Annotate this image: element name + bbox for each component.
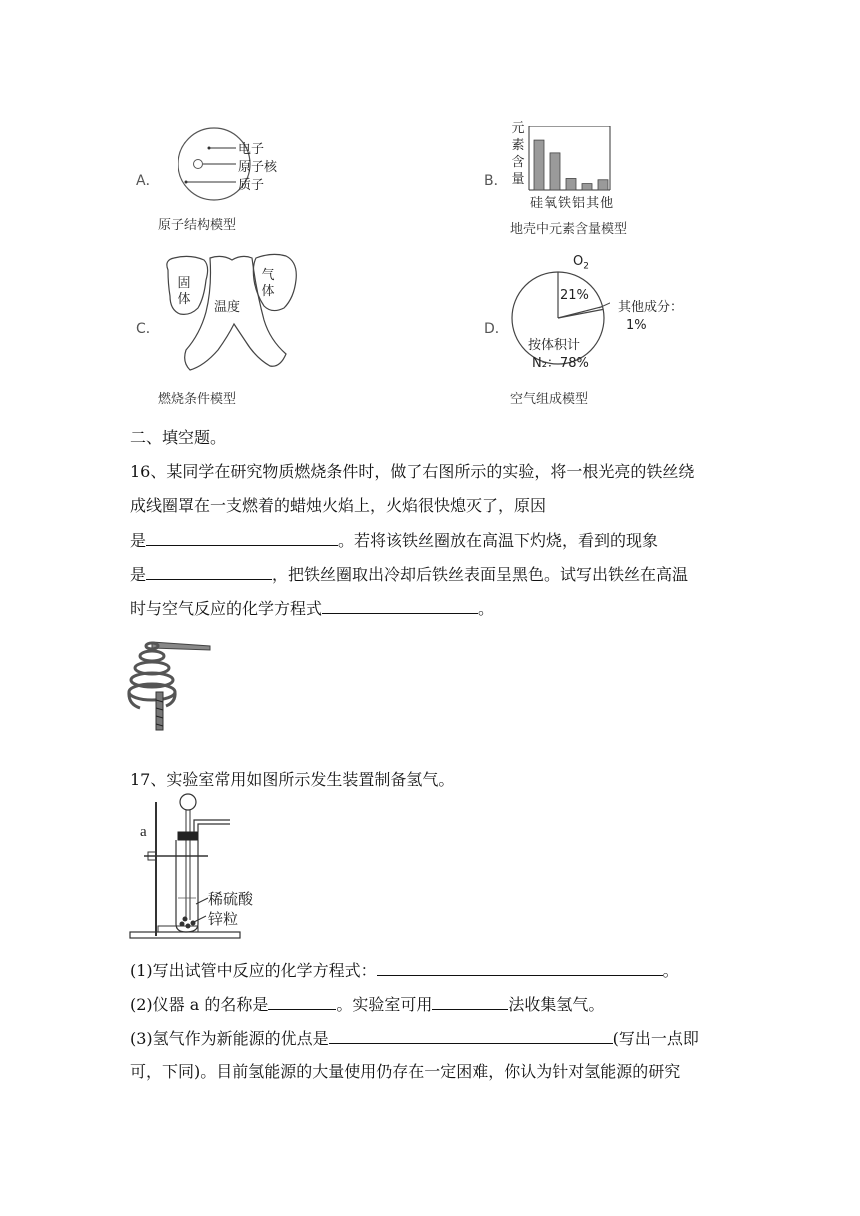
q16-line4: 是 ，把铁丝圈取出冷却后铁丝表面呈黑色。试写出铁丝在高温 — [130, 565, 689, 584]
label-gas: 气 体 — [261, 268, 275, 299]
label-dilute-sulfuric-acid: 稀硫酸 — [208, 890, 254, 908]
q16-line5: 时与空气反应的化学方程式 。 — [130, 599, 495, 618]
bar-fe — [566, 178, 576, 190]
stopper — [178, 832, 198, 840]
element-bar-chart — [528, 126, 612, 192]
q17-title: 17、实验室常用如图所示发生装置制备氢气。 — [130, 770, 455, 789]
q17-part1: (1)写出试管中反应的化学方程式： 。 — [130, 961, 679, 980]
label-solid: 固 体 — [177, 276, 191, 307]
bar-other — [598, 180, 608, 190]
figure-d — [480, 252, 700, 412]
figure-d-caption: 空气组成模型 — [510, 392, 589, 407]
figure-a-caption: 原子结构模型 — [158, 218, 237, 233]
hydrogen-apparatus — [128, 792, 288, 944]
q16-blank-reason[interactable] — [146, 530, 338, 546]
option-d-label: D． — [484, 321, 509, 337]
q16-blank-equation[interactable] — [322, 598, 478, 614]
atom-label-proton: 质子 — [238, 178, 265, 193]
bar-si — [534, 140, 544, 190]
n2-label: N₂：78% — [532, 356, 589, 371]
bar-al — [582, 184, 592, 190]
option-a-label: A． — [136, 173, 160, 189]
pie-boundary-other — [558, 309, 603, 318]
bar-label-fe: 铁 — [558, 196, 573, 211]
q17-part3: (3)氢气作为新能源的优点是 (写出一点即 — [130, 1029, 699, 1048]
bar-label-o: 氧 — [544, 196, 559, 211]
q16-blank-phenomenon[interactable] — [146, 564, 272, 580]
chart-x-labels — [530, 192, 614, 211]
q16-line3: 是 。若将该铁丝圈放在高温下灼烧，看到的现象 — [130, 531, 659, 550]
atom-label-electron: 电子 — [238, 142, 265, 157]
o2-label: $O_2$ — [573, 254, 589, 272]
bar-label-al: 铝 — [572, 196, 587, 211]
pie-center-label: 按体积计 — [528, 338, 581, 353]
bar-label-si: 硅 — [530, 196, 545, 211]
atom-label-nucleus: 原子核 — [238, 160, 278, 175]
q17-part3-line2: 可，下同)。目前氢能源的大量使用仍存在一定困难，你认为针对氢能源的研究 — [130, 1062, 681, 1081]
q17-part2: (2)仪器 a 的名称是 。实验室可用 法收集氢气。 — [130, 995, 605, 1014]
q17-blank-instrument[interactable] — [268, 994, 336, 1010]
q17-blank-advantage[interactable] — [329, 1028, 613, 1044]
iron-coil-illustration — [126, 628, 216, 738]
other-label: 其他成分： — [618, 300, 684, 315]
zinc-granule — [180, 922, 185, 927]
funnel-bulb — [180, 794, 196, 810]
section-title: 二、填空题。 — [130, 428, 227, 447]
q17-blank-equation[interactable] — [377, 960, 663, 976]
q16-line2: 成线圈罩在一支燃着的蜡烛火焰上，火焰很快熄灭了，原因 — [130, 496, 547, 515]
other-percent: 1% — [626, 318, 647, 333]
q16-line1: 16、某同学在研究物质燃烧条件时，做了右图所示的实验，将一根光亮的铁丝绕 — [130, 462, 695, 481]
label-zinc-granules: 锌粒 — [208, 910, 239, 928]
chart-y-label: 元 素 含 量 — [511, 121, 525, 187]
bar-o — [550, 153, 560, 190]
combustion-model-diagram — [160, 250, 330, 380]
figure-c — [130, 250, 340, 410]
stand-base — [130, 932, 240, 938]
option-c-label: C． — [136, 321, 160, 337]
figure-a — [130, 120, 330, 235]
figure-b — [480, 118, 680, 238]
o2-percent: 21% — [560, 288, 589, 303]
atom-nucleus-circle — [194, 160, 203, 169]
label-a: a — [140, 824, 147, 840]
bar-label-other: 其他 — [586, 196, 615, 211]
option-b-label: B． — [484, 173, 508, 189]
label-temperature: 温度 — [214, 300, 241, 315]
figure-c-caption: 燃烧条件模型 — [158, 392, 237, 407]
q17-blank-collection[interactable] — [432, 994, 508, 1010]
figure-b-caption: 地壳中元素含量模型 — [510, 222, 628, 237]
delivery-tube — [194, 820, 230, 832]
